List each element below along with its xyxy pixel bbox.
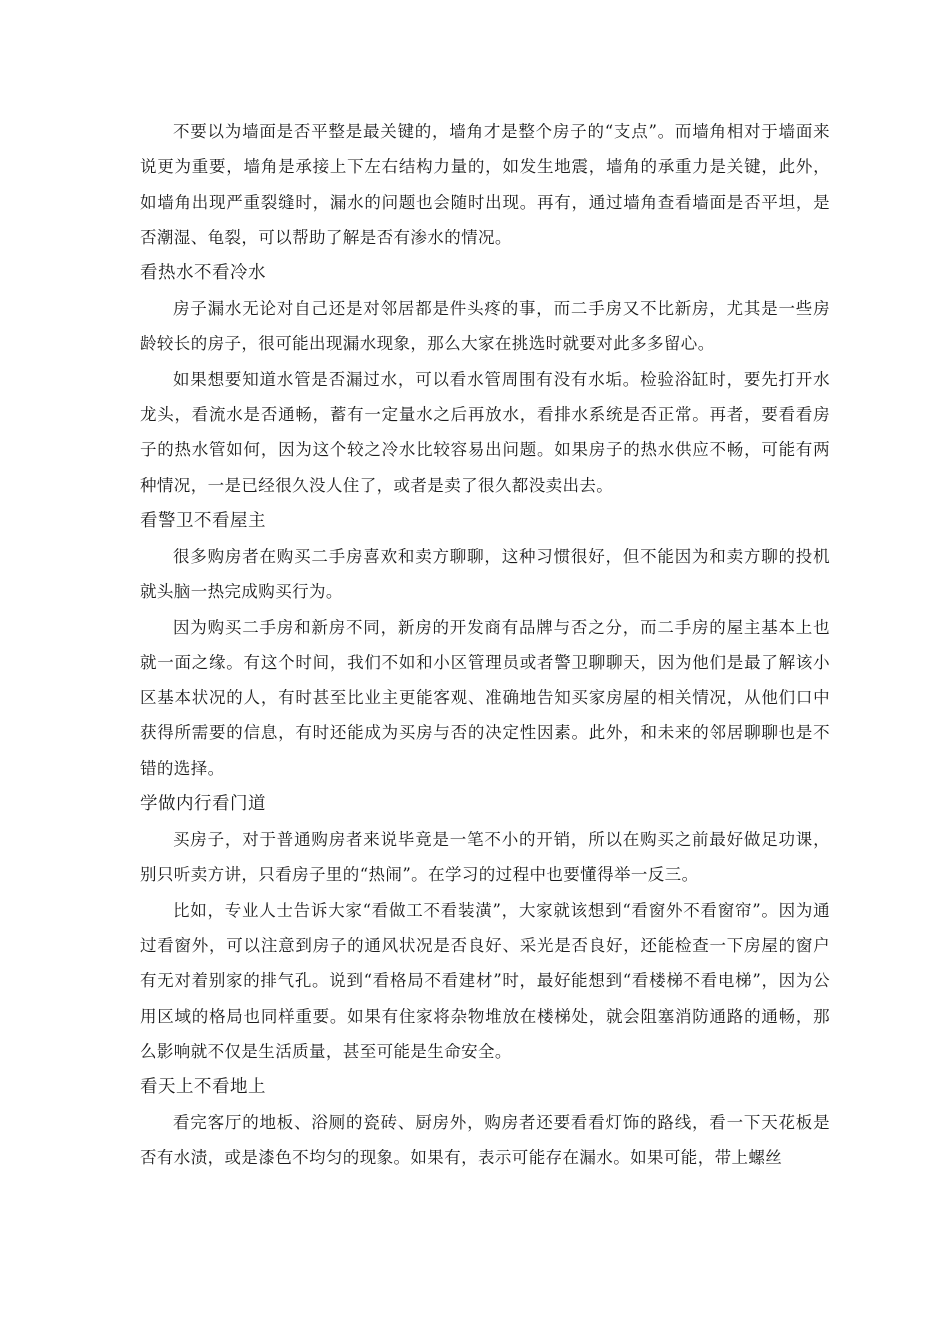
document-body	[140, 114, 830, 1176]
section-heading-expert: 学做内行看门道	[140, 794, 266, 815]
paragraph-leak-intro: 房子漏水无论对自己还是对邻居都是件头疼的事，而二手房又不比新房，尤其是一些房龄较长的房子，很可能出现漏水现象，那么大家在挑选时就要对此多多留心。	[140, 299, 830, 354]
paragraph-water-pipes: 如果想要知道水管是否漏过水，可以看水管周围有没有水垢。检验浴缸时，要先打开水龙头，看流水是否通畅，蓄有一定量水之后再放水，看排水系统是否正常。再者，要看看房子的热水管如何，因为这个较之冷水比较容易出问题。如果房子的热水供应不畅，可能有两种情况，一是已经很久没人住了，或者是卖了很久都没卖出去。	[140, 369, 830, 495]
paragraph-examples: 比如，专业人士告诉大家“看做工不看装潢”，大家就该想到“看窗外不看窗帘”。因为通过看窗外，可以注意到房子的通风状况是否良好、采光是否良好，还能检查一下房屋的窗户有无对着别家的排气孔。说到“看格局不看建材”时，最好能想到“看楼梯不看电梯”，因为公用区域的格局也同样重要。如果有住家将杂物堆放在楼梯处，就会阻塞消防通路的通畅，那么影响就不仅是生活质量，甚至可能是生命安全。	[140, 900, 830, 1061]
paragraph-chat-seller: 很多购房者在购买二手房喜欢和卖方聊聊，这种习惯很好，但不能因为和卖方聊的投机就头脑一热完成购买行为。	[140, 546, 830, 602]
paragraph-ceiling: 看完客厅的地板、浴厕的瓷砖、厨房外，购房者还要看看灯饰的路线，看一下天花板是否有水渍，或是漆色不均匀的现象。如果有，表示可能存在漏水。如果可能，带上螺丝	[140, 1113, 830, 1168]
paragraph-chat-guard: 因为购买二手房和新房不同，新房的开发商有品牌与否之分，而二手房的屋主基本上也就一面之缘。有这个时间，我们不如和小区管理员或者警卫聊聊天，因为他们是最了解该小区基本状况的人，有时甚至比业主更能客观、准确地告知买家房屋的相关情况，从他们口中获得所需要的信息，有时还能成为买房与否的决定性因素。此外，和未来的邻居聊聊也是不错的选择。	[140, 617, 830, 778]
paragraph-homework: 买房子，对于普通购房者来说毕竟是一笔不小的开销，所以在购买之前最好做足功课，别只听卖方讲，只看房子里的“热闹”。在学习的过程中也要懂得举一反三。	[140, 830, 830, 885]
section-heading-guard: 看警卫不看屋主	[140, 510, 266, 531]
paragraph-wall-corner: 不要以为墙面是否平整是最关键的，墙角才是整个房子的“支点”。而墙角相对于墙面来说更为重要，墙角是承接上下左右结构力量的，如发生地震，墙角的承重力是关键，此外，如墙角出现严重裂缝时，漏水的问题也会随时出现。再有，通过墙角查看墙面是否平坦，是否潮湿、龟裂，可以帮助了解是否有渗水的情况。	[140, 122, 830, 247]
section-heading-hot-water: 看热水不看冷水	[140, 263, 266, 284]
section-heading-ceiling: 看天上不看地上	[140, 1077, 266, 1098]
